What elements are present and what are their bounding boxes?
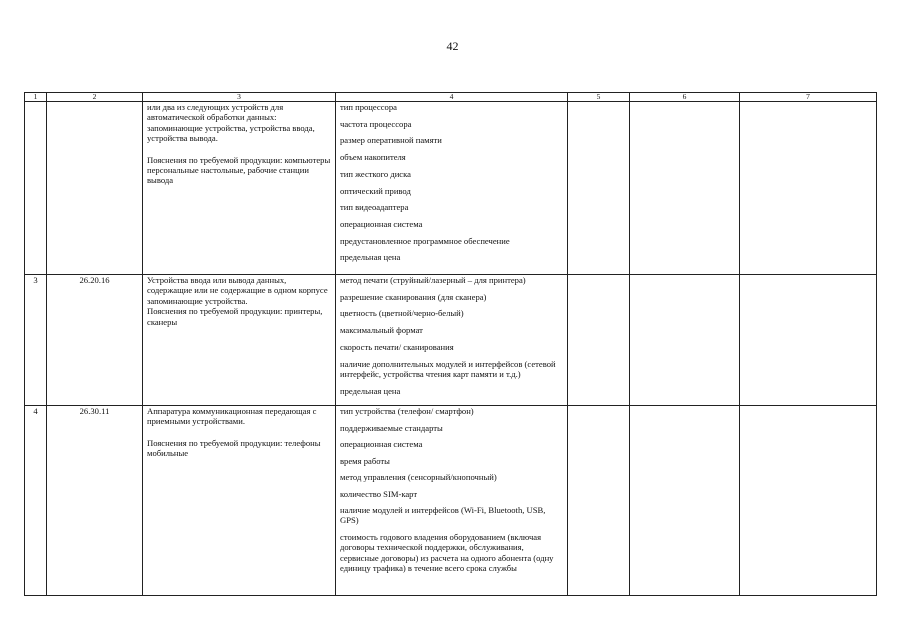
characteristic-item: количество SIM-карт [340, 488, 418, 499]
characteristic-item: метод печати (струйный/лазерный – для принтера) [340, 275, 526, 285]
empty-cell [630, 102, 740, 275]
okpd-code-cell [47, 102, 143, 275]
characteristic-item: объем накопителя [340, 152, 406, 163]
row-number-cell: 3 [25, 275, 47, 406]
column-header: 5 [568, 93, 630, 102]
characteristic-item: максимальный формат [340, 325, 423, 336]
characteristic-item: наличие модулей и интерфейсов (Wi-Fi, Bluetooth, USB, GPS) [340, 505, 546, 526]
column-header: 1 [25, 93, 47, 102]
characteristic-item: частота процессора [340, 118, 412, 129]
empty-cell [568, 275, 630, 406]
column-header: 4 [336, 93, 568, 102]
specification-table [24, 92, 877, 596]
table-row [25, 102, 877, 275]
table-row [25, 275, 877, 406]
empty-cell [630, 406, 740, 596]
characteristic-item: операционная система [340, 218, 423, 229]
description-text: Устройства ввода или вывода данных, содержащие или не содержащие в одном корпусе запоминающие устройства. [147, 275, 328, 306]
characteristic-item: тип жесткого диска [340, 168, 411, 179]
page-number: 42 [446, 39, 459, 53]
characteristic-item: тип устройства (телефон/ смартфон) [340, 406, 474, 416]
empty-cell [740, 406, 877, 596]
column-header: 7 [740, 93, 877, 102]
description-text: или два из следующих устройств для автоматической обработки данных: запоминающие устройства, устройства ввода, устройства вывода. [147, 102, 315, 144]
product-description-cell [143, 275, 336, 406]
characteristics-cell [336, 102, 568, 275]
column-header: 3 [143, 93, 336, 102]
description-text: Аппаратура коммуникационная передающая с приемными устройствами. [147, 406, 317, 427]
characteristic-item: предельная цена [340, 385, 401, 396]
characteristic-item: операционная система [340, 439, 423, 449]
okpd-code-cell: 26.30.11 [47, 406, 143, 596]
characteristics-cell [336, 275, 568, 406]
characteristic-item: тип процессора [340, 102, 397, 112]
empty-cell [568, 102, 630, 275]
characteristic-item: метод управления (сенсорный/кнопочный) [340, 472, 497, 482]
characteristic-item: предельная цена [340, 252, 401, 263]
clarification-text: Пояснения по требуемой продукции: принтеры, сканеры [147, 306, 323, 327]
characteristic-item: цветность (цветной/черно-белый) [340, 308, 464, 319]
column-header: 6 [630, 93, 740, 102]
characteristic-item: скорость печати/ сканирования [340, 341, 454, 352]
product-description-cell [143, 406, 336, 596]
characteristic-item: стоимость годового владения оборудованием (включая договоры технической поддержки, обслуживания, сервисные договоры) из расчета на одного абонента (одну единицу трафика) в течение всего срока службы [340, 531, 554, 574]
empty-cell [630, 275, 740, 406]
empty-cell [568, 406, 630, 596]
column-header: 2 [47, 93, 143, 102]
table-row [25, 406, 877, 596]
empty-cell [740, 275, 877, 406]
column-number-row [25, 93, 877, 102]
okpd-code-cell: 26.20.16 [47, 275, 143, 406]
characteristic-item: поддерживаемые стандарты [340, 422, 443, 433]
characteristic-item: тип видеоадаптера [340, 202, 409, 213]
row-number-cell: 4 [25, 406, 47, 596]
row-number-cell [25, 102, 47, 275]
clarification-text: Пояснения по требуемой продукции: телефоны мобильные [147, 437, 321, 459]
clarification-text: Пояснения по требуемой продукции: компьютеры персональные настольные, рабочие станции вывода [147, 154, 331, 186]
characteristic-item: время работы [340, 455, 390, 466]
characteristic-item: разрешение сканирования (для сканера) [340, 291, 487, 302]
empty-cell [740, 102, 877, 275]
characteristic-item: оптический привод [340, 185, 411, 196]
characteristic-item: размер оперативной памяти [340, 135, 442, 146]
characteristics-cell [336, 406, 568, 596]
characteristic-item: предустановленное программное обеспечение [340, 235, 510, 246]
product-description-cell [143, 102, 336, 275]
characteristic-item: наличие дополнительных модулей и интерфейсов (сетевой интерфейс, устройства чтения карт памяти и т.д.) [340, 358, 556, 379]
